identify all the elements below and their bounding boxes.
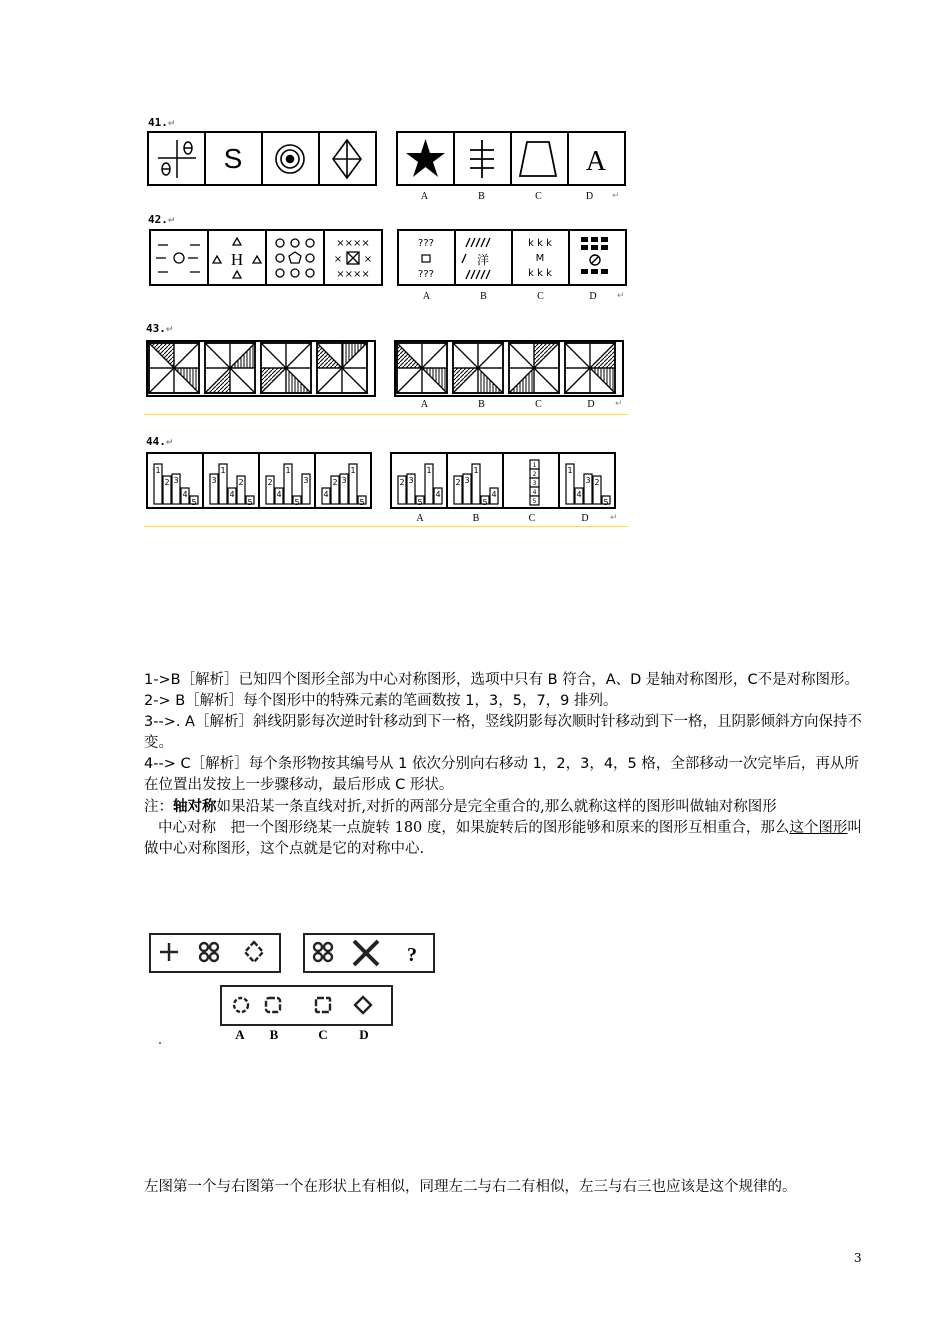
bar-label: 1 (426, 466, 432, 475)
note-center: 中心对称 把一个图形绕某一点旋转 180 度，如果旋转后的图形能够和原来的图形互相重合，那么这个图形叫做中心对称图形，这个点就是它的对称中心. (144, 820, 862, 857)
q43-option-labels: A B C D ↵ (420, 399, 623, 410)
sector (286, 343, 311, 368)
question-number: 43.↵ (146, 322, 174, 335)
sector (478, 343, 503, 368)
bar-label: 3 (303, 476, 309, 485)
sector (422, 343, 447, 368)
svg-text:洋: 洋 (476, 253, 490, 267)
star-icon (406, 139, 445, 177)
bar-label: 4 (182, 490, 188, 499)
q44-figures (144, 451, 629, 511)
svg-text:B: B (269, 1027, 279, 1042)
sector (342, 368, 367, 393)
bar-label: 4 (532, 489, 537, 496)
question-number: 44.↵ (146, 435, 174, 448)
symmetry-puzzle (144, 928, 444, 1048)
bar-label: 2 (399, 478, 405, 487)
sector (397, 368, 422, 393)
sector (565, 368, 590, 393)
bar-label: 5 (417, 498, 423, 507)
svg-text:×: × (363, 254, 373, 265)
bar-label: 1 (220, 466, 226, 475)
q44-bars (154, 460, 610, 507)
question-number: 41.↵ (148, 116, 176, 129)
question-number: 42.↵ (148, 213, 176, 226)
sector (149, 368, 174, 393)
bar-label: 1 (473, 466, 479, 475)
svg-text:×: × (333, 254, 343, 265)
bar-label: 1 (567, 466, 573, 475)
bar-label: 2 (267, 478, 273, 487)
sector (230, 343, 255, 368)
bar-label: 3 (341, 476, 347, 485)
bar-label: 4 (491, 490, 497, 499)
sector (453, 343, 478, 368)
answer-3: 3-->. A［解析］斜线阴影每次逆时针移动到下一格，竖线阴影每次顺时针移动到下一格，且阴影倾斜方向保持不变。 (144, 714, 862, 751)
bar-label: 5 (603, 498, 609, 507)
svg-text:××××: ×××× (336, 238, 370, 249)
sector (453, 368, 478, 393)
bar-label: 1 (155, 466, 161, 475)
q42-option-labels: A B C D ↵ (422, 291, 625, 302)
bar-label: 5 (482, 498, 488, 507)
sector (565, 343, 590, 368)
sector (205, 343, 230, 368)
bar-label: 1 (532, 462, 537, 469)
page-number: 3 (854, 1251, 862, 1265)
q41-figures (144, 130, 629, 188)
bar-label: 2 (455, 478, 461, 487)
sector (261, 343, 286, 368)
bar-label: 2 (332, 478, 338, 487)
sector (230, 368, 255, 393)
sector (174, 343, 199, 368)
sector (261, 368, 286, 393)
explanation: 左图第一个与右图第一个在形状上有相似，同理左二与右二有相似，左三与右三也应该是这个规律的。 (144, 1179, 797, 1195)
svg-text:A: A (235, 1027, 245, 1042)
svg-text:k k k: k k k (528, 238, 552, 249)
bar-label: 4 (576, 490, 582, 499)
bar-label: 5 (191, 498, 197, 507)
sector (397, 343, 422, 368)
answers (144, 670, 866, 860)
sector (509, 343, 534, 368)
bar-label: 4 (229, 490, 235, 499)
sector (317, 368, 342, 393)
svg-text:H: H (230, 250, 244, 269)
bar-label: 2 (238, 478, 244, 487)
sector (478, 368, 503, 393)
answer-1: 1->B［解析］已知四个图形全部为中心对称图形，选项中只有 B 符合，A、D 是轴对称图形，C不是对称图形。 (144, 672, 860, 688)
letter-a: A (585, 146, 607, 177)
svg-text:××××: ×××× (336, 269, 370, 280)
svg-text:D: D (359, 1027, 369, 1042)
answer-4: 4--> C［解析］每个条形物按其编号从 1 依次分别向右移动 1，2，3，4，5 格，全部移动一次完毕后，再从所在位置出发按上一步骤移动，最后形成 C 形状。 (144, 756, 859, 793)
bar-label: 5 (294, 498, 300, 507)
bar-label: 3 (585, 476, 591, 485)
bar-label: 3 (408, 476, 414, 485)
q43-cells (149, 343, 615, 393)
sector (534, 368, 559, 393)
bar-label: 3 (173, 476, 179, 485)
note-axis: 注：轴对称如果沿某一条直线对折,对折的两部分是完全重合的,那么就称这样的图形叫做轴对称图形 (144, 798, 777, 815)
svg-text:???: ??? (418, 238, 434, 249)
svg-text:C: C (318, 1027, 328, 1042)
bar-label: 3 (532, 480, 537, 487)
answer-2: 2-> B［解析］每个图形中的特殊元素的笔画数按 1，3，5，7，9 排列。 (144, 693, 618, 709)
bar-label: 1 (285, 466, 291, 475)
sector (286, 368, 311, 393)
sector (590, 343, 615, 368)
bar-label: 2 (532, 471, 537, 478)
bar-label: 5 (247, 498, 253, 507)
bar-label: 4 (276, 490, 282, 499)
sector (317, 343, 342, 368)
bar-label: 3 (464, 476, 470, 485)
bar-label: 4 (435, 490, 441, 499)
bar-label: 5 (359, 498, 365, 507)
bar-label: 4 (323, 490, 329, 499)
q42-figures (144, 227, 629, 289)
bar-label: 2 (164, 478, 170, 487)
svg-text:k k k: k k k (528, 268, 552, 279)
q43-figures (144, 338, 629, 398)
bar-label: 1 (350, 466, 356, 475)
bar-label: 5 (532, 498, 537, 505)
letter-s: S (223, 143, 243, 174)
bar-label: 3 (211, 476, 217, 485)
bar-label: 2 (594, 478, 600, 487)
q44-option-labels: A B C D ↵ (416, 513, 618, 524)
svg-text:M: M (535, 253, 545, 264)
svg-text:???: ??? (418, 269, 434, 280)
svg-text:?: ? (407, 944, 417, 966)
q41-option-labels: A B C D ↵ (420, 191, 620, 202)
